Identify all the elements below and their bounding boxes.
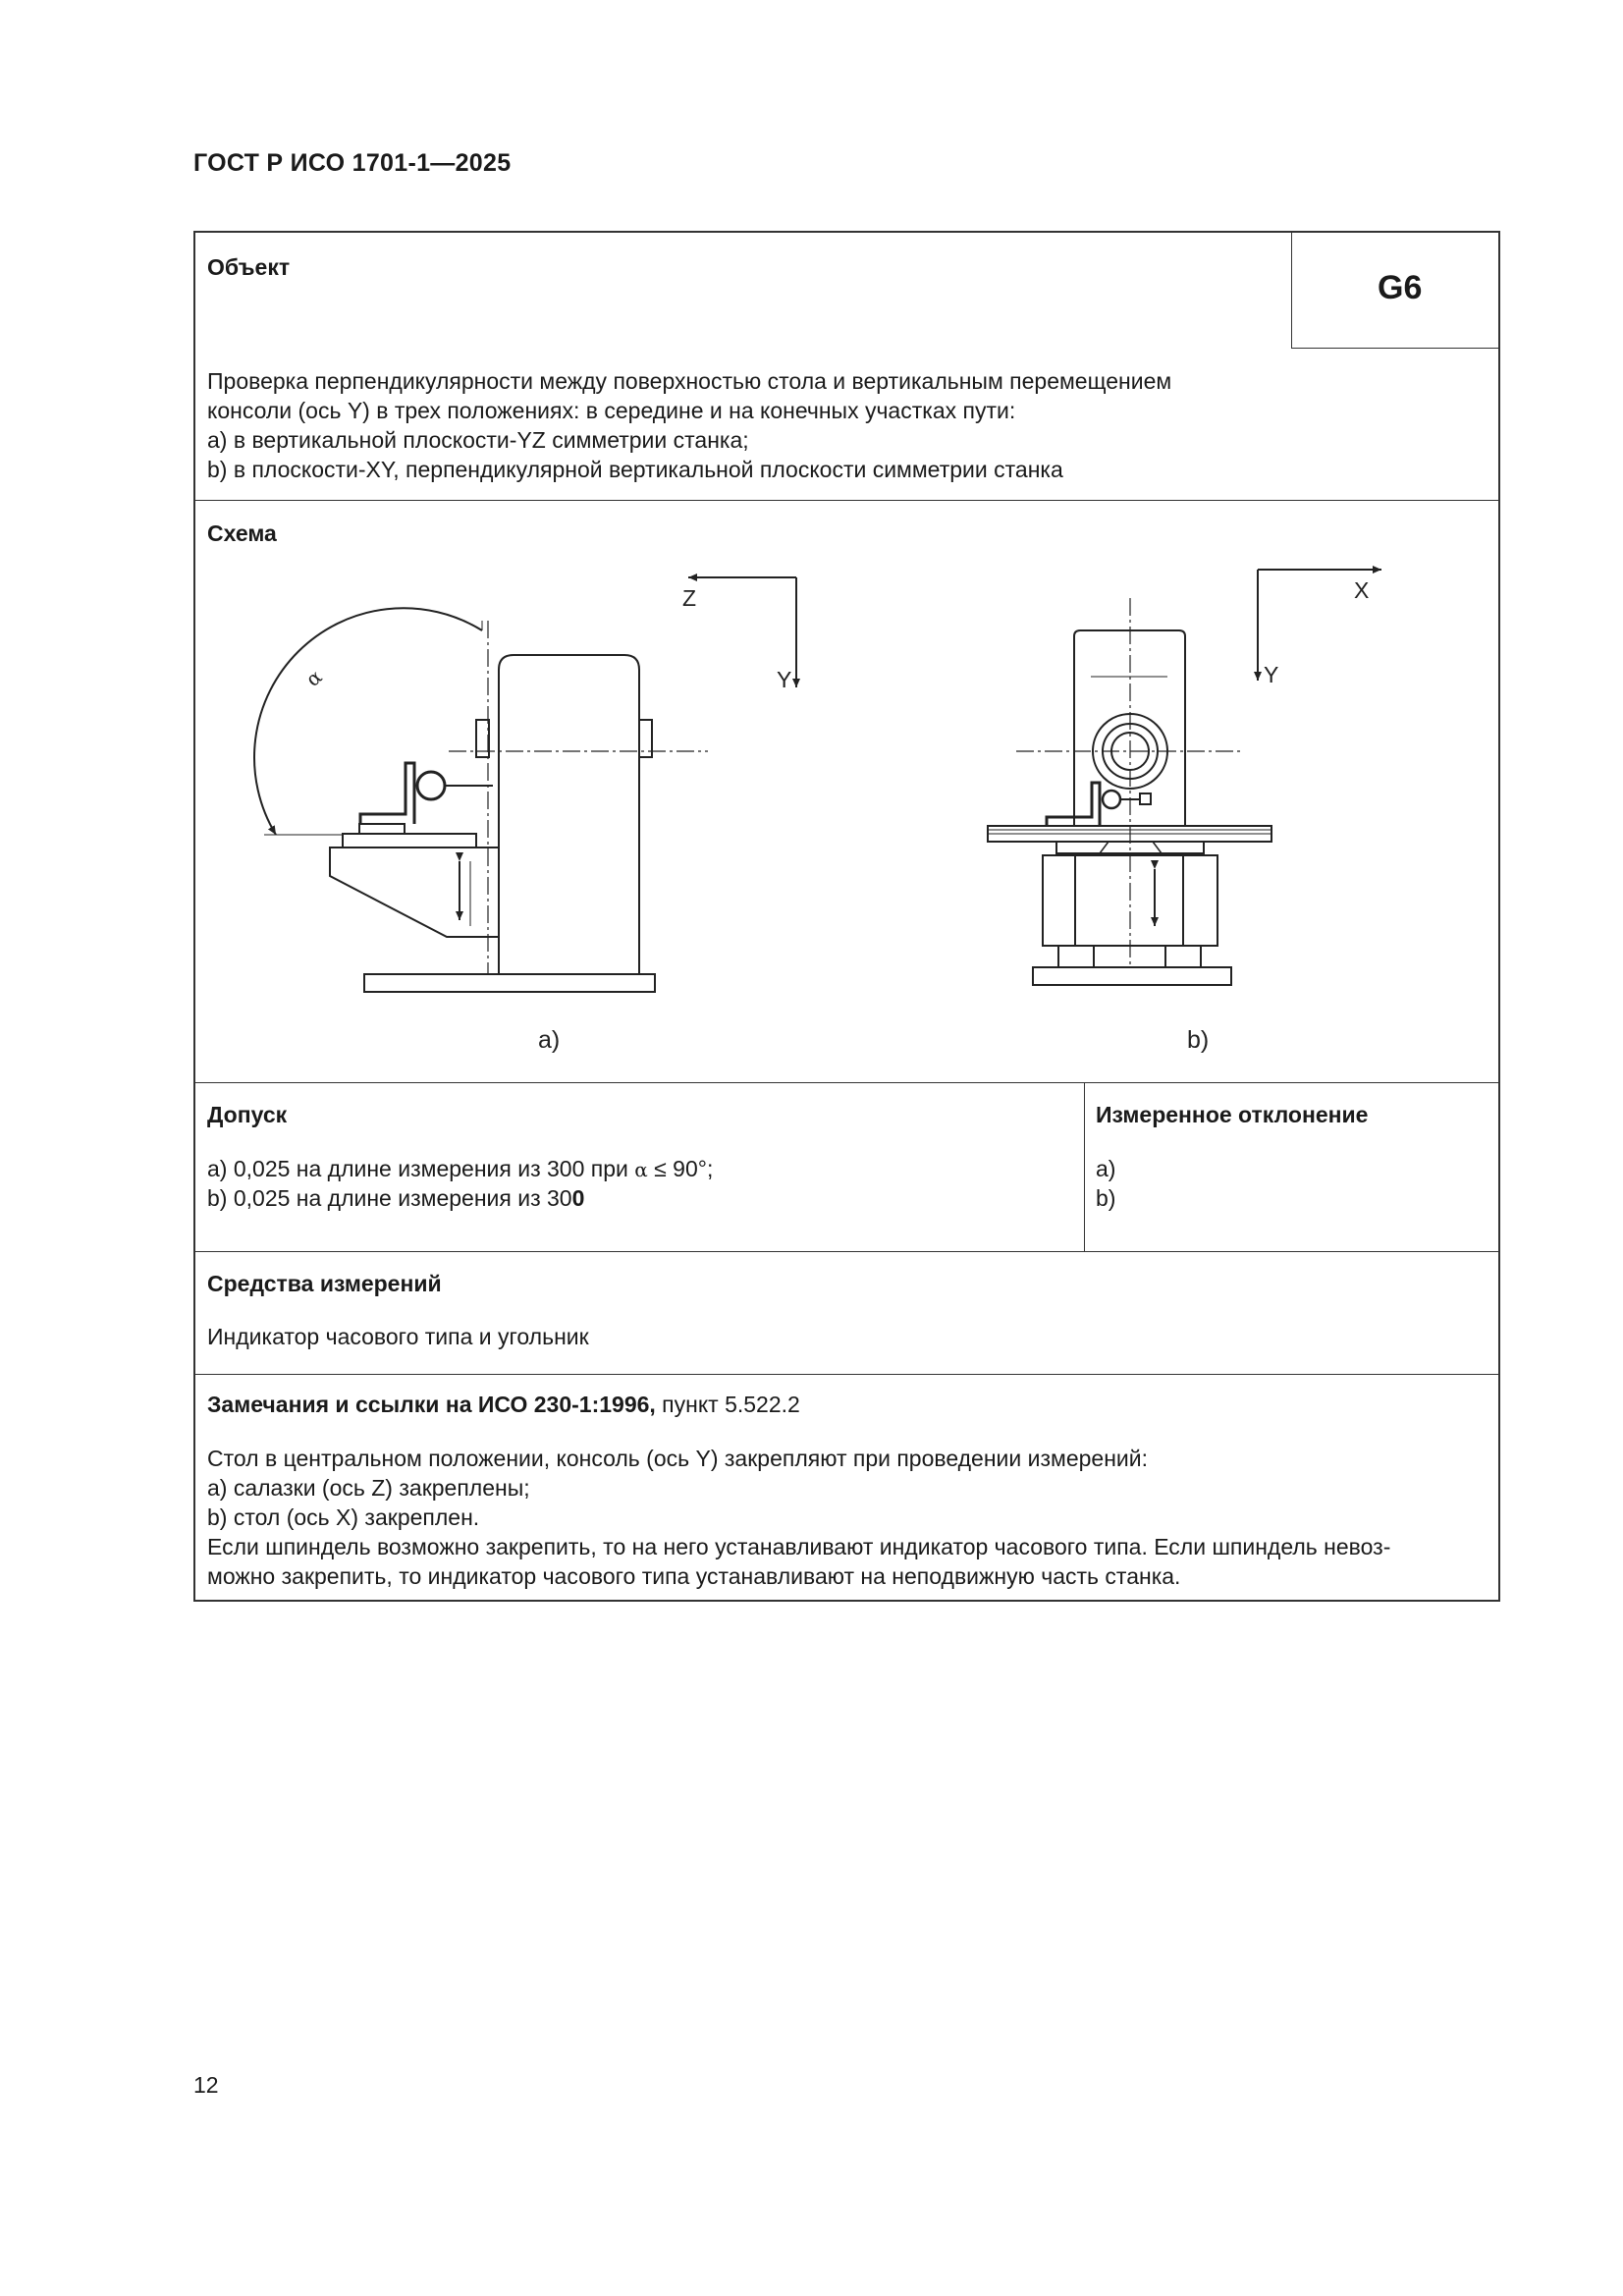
measured-b: b)	[1096, 1185, 1116, 1211]
schema-drawing	[195, 233, 1500, 1077]
remarks-line-2: a) салазки (ось Z) закреплены;	[207, 1475, 530, 1501]
instruments-label: Средства измерений	[207, 1271, 442, 1296]
instruments-text: Индикатор часового типа и угольник	[207, 1324, 589, 1349]
tolerance-line-a: a) 0,025 на длине измерения из 300 при α ≤ 90°;	[207, 1156, 714, 1181]
divider-tolerance-instruments	[195, 1251, 1500, 1252]
measured-label: Измеренное отклонение	[1096, 1102, 1369, 1127]
divider-schema-tolerance	[195, 1082, 1500, 1083]
figure-a-caption: a)	[538, 1026, 561, 1054]
angle-alpha-label: α	[300, 664, 327, 691]
object-line-4: b) в плоскости-XY, перпендикулярной вертикальной плоскости симметрии станка	[207, 457, 1063, 482]
object-line-1: Проверка перпендикулярности между поверхностью стола и вертикальным перемещением	[207, 368, 1172, 394]
alpha-symbol: α	[634, 1158, 648, 1181]
axis-z-label: Z	[682, 585, 697, 611]
tolerance-line-b: b) 0,025 на длине измерения из 300	[207, 1185, 585, 1211]
test-code: G6	[1378, 269, 1423, 306]
figure-b-caption: b)	[1187, 1026, 1210, 1054]
tolerance-measured-divider	[1084, 1082, 1085, 1251]
remarks-line-1: Стол в центральном положении, консоль (ось Y) закрепляют при проведении измерений:	[207, 1446, 1149, 1471]
object-line-3: a) в вертикальной плоскости-YZ симметрии станка;	[207, 427, 749, 453]
page-number: 12	[193, 2072, 219, 2098]
remarks-line-4: Если шпиндель возможно закрепить, то на него устанавливают индикатор часового типа. Если шпиндель невоз-	[207, 1534, 1391, 1559]
test-card-frame	[193, 231, 1500, 1602]
divider-instruments-remarks	[195, 1374, 1500, 1375]
document-header: ГОСТ Р ИСО 1701-1—2025	[193, 149, 512, 177]
measured-a: a)	[1096, 1156, 1116, 1181]
axis-y-label-a: Y	[777, 667, 792, 692]
axis-y-label-b: Y	[1264, 662, 1279, 687]
remarks-line-3: b) стол (ось X) закреплен.	[207, 1504, 480, 1530]
axis-x-label: X	[1354, 577, 1370, 603]
schema-label: Схема	[207, 520, 277, 546]
object-line-2: консоли (ось Y) в трех положениях: в середине и на конечных участках пути:	[207, 398, 1016, 423]
object-label: Объект	[207, 254, 291, 280]
remarks-label: Замечания и ссылки на ИСО 230-1:1996, пункт 5.522.2	[207, 1392, 800, 1417]
remarks-line-5: можно закрепить, то индикатор часового типа устанавливают на неподвижную часть станка.	[207, 1563, 1181, 1589]
tolerance-label: Допуск	[207, 1102, 288, 1127]
